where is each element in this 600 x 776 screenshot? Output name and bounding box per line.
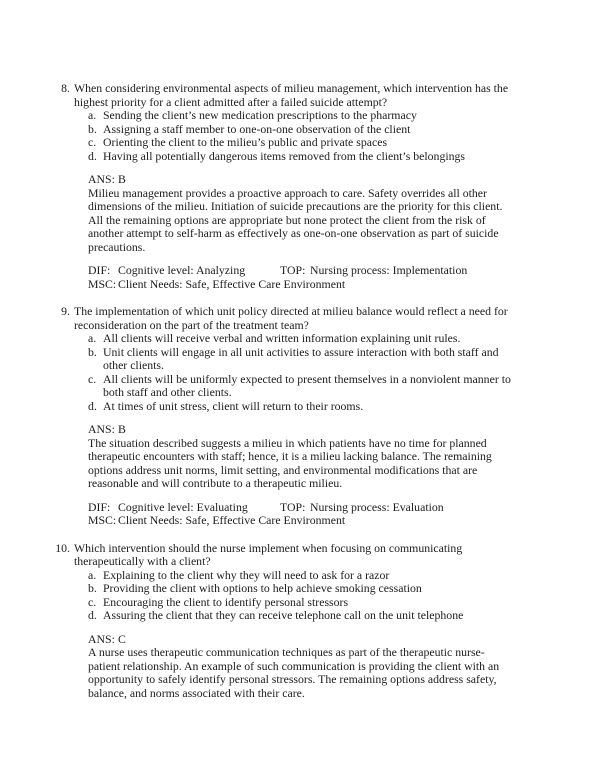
question-item [50, 305, 550, 528]
answer-option [88, 569, 512, 583]
answer-value: B [118, 172, 126, 186]
msc-row [88, 514, 512, 528]
top-pair [280, 264, 472, 278]
question-meta [88, 501, 512, 528]
dif-pair [88, 264, 280, 278]
answer-option [88, 346, 512, 373]
question-stem: The implementation of which unit policy directed at milieu balance would reflect a need for reconsideration on the part of the treatment team? [74, 304, 508, 332]
option-text: All clients will receive verbal and written information explaining unit rules. [103, 331, 461, 345]
question-body [74, 305, 512, 528]
top-label: TOP: [280, 263, 306, 277]
option-letter: c. [88, 371, 97, 386]
top-value: Nursing process: Evaluation [310, 499, 444, 514]
question-stem: When considering environmental aspects of milieu management, which intervention has the highest priority for a client admitted after a failed suicide attempt? [74, 81, 509, 109]
answer-option [88, 400, 512, 414]
option-letter: a. [88, 331, 97, 345]
question-row [50, 542, 550, 701]
option-text: Unit clients will engage in all unit activities to assure interaction with both staff and other clients. [103, 344, 499, 372]
rationale-text: Milieu management provides a proactive approach to care. Safety overrides all other dimensions of the milieu. Initiation of suicide precautions are the priority for this client. All the remaining options are appropriate but none protect the client from the risk of another attempt to self-harm as effectively as one-on-one observation as part of suicide precautions. [88, 185, 503, 254]
option-letter: b. [88, 121, 97, 136]
answer-block [88, 173, 512, 254]
question-number: 8. [61, 81, 70, 95]
question-row [50, 82, 550, 291]
question-meta [88, 264, 512, 291]
msc-value: Client Needs: Safe, Effective Care Environment [118, 276, 346, 291]
answer-value: C [118, 631, 126, 646]
answer-label: ANS: [88, 631, 115, 646]
option-text: Assigning a staff member to one-on-one observation of the client [103, 121, 411, 136]
option-letter: c. [88, 594, 97, 609]
top-value: Nursing process: Implementation [310, 263, 468, 277]
answer-line [88, 633, 512, 647]
answer-option [88, 596, 512, 610]
option-letter: c. [88, 135, 97, 149]
option-text: Having all potentially dangerous items removed from the client’s belongings [103, 148, 466, 163]
answer-option [88, 123, 512, 137]
question-stem: Which intervention should the nurse implement when focusing on communicating therapeutically with a client? [74, 540, 463, 568]
question-item [50, 82, 550, 291]
msc-label: MSC: [88, 276, 117, 291]
option-text: Explaining to the client why they will need to ask for a razor [103, 567, 390, 582]
option-letter: a. [88, 567, 97, 582]
answer-option [88, 150, 512, 164]
dif-value: Cognitive level: Evaluating [118, 499, 248, 514]
answer-block [88, 423, 512, 491]
msc-label: MSC: [88, 513, 117, 527]
option-letter: d. [88, 148, 97, 163]
question-number: 9. [61, 304, 70, 318]
answer-line [88, 173, 512, 187]
msc-value: Client Needs: Safe, Effective Care Environment [118, 513, 346, 527]
question-list [50, 82, 550, 700]
question-item [50, 542, 550, 701]
answer-label: ANS: [88, 422, 115, 436]
answer-option [88, 136, 512, 150]
answer-option [88, 582, 512, 596]
answer-line [88, 423, 512, 437]
answer-block [88, 633, 512, 701]
top-label: TOP: [280, 499, 306, 514]
rationale-text: The situation described suggests a milieu in which patients have no time for planned therapeutic encounters with staff; hence, it is a milieu lacking balance. The remaining options address unit norms, limit setting, and environmental modifications that are reasonable and will contribute to a therapeutic milieu. [88, 435, 492, 490]
answer-option [88, 373, 512, 400]
dif-top-row [88, 264, 512, 278]
option-letter: b. [88, 344, 97, 359]
option-letter: b. [88, 581, 97, 595]
question-row [50, 305, 550, 528]
question-body [74, 542, 512, 701]
answer-label: ANS: [88, 172, 115, 186]
answer-option [88, 609, 512, 623]
option-text: Assuring the client that they can receive telephone call on the unit telephone [103, 608, 464, 622]
option-text: Orienting the client to the milieu’s public and private spaces [103, 135, 388, 149]
options-list [74, 109, 512, 163]
dif-label: DIF: [88, 499, 111, 514]
top-pair [280, 501, 472, 515]
question-body [74, 82, 512, 291]
option-text: Providing the client with options to help achieve smoking cessation [103, 581, 422, 595]
options-list [74, 569, 512, 623]
option-letter: d. [88, 398, 97, 413]
answer-option [88, 332, 512, 346]
answer-value: B [118, 422, 126, 436]
option-text: At times of unit stress, client will return to their rooms. [103, 398, 364, 413]
rationale-text: A nurse uses therapeutic communication techniques as part of the therapeutic nurse-patient relationship. An example of such communication is providing the client with an opportunity to safely identify personal stressors. The remaining options address safety, balance, and norms associated with their care. [88, 645, 500, 700]
option-text: Sending the client’s new medication prescriptions to the pharmacy [103, 108, 417, 122]
option-text: All clients will be uniformly expected to present themselves in a nonviolent manner to both staff and other clients. [103, 371, 511, 399]
dif-label: DIF: [88, 263, 111, 277]
option-letter: a. [88, 108, 97, 122]
msc-row [88, 278, 512, 292]
options-list [74, 332, 512, 413]
dif-pair [88, 501, 280, 515]
option-letter: d. [88, 608, 97, 622]
answer-option [88, 109, 512, 123]
dif-value: Cognitive level: Analyzing [118, 263, 246, 277]
dif-top-row [88, 501, 512, 515]
question-number: 10. [55, 540, 70, 555]
option-text: Encouraging the client to identify personal stressors [103, 594, 349, 609]
